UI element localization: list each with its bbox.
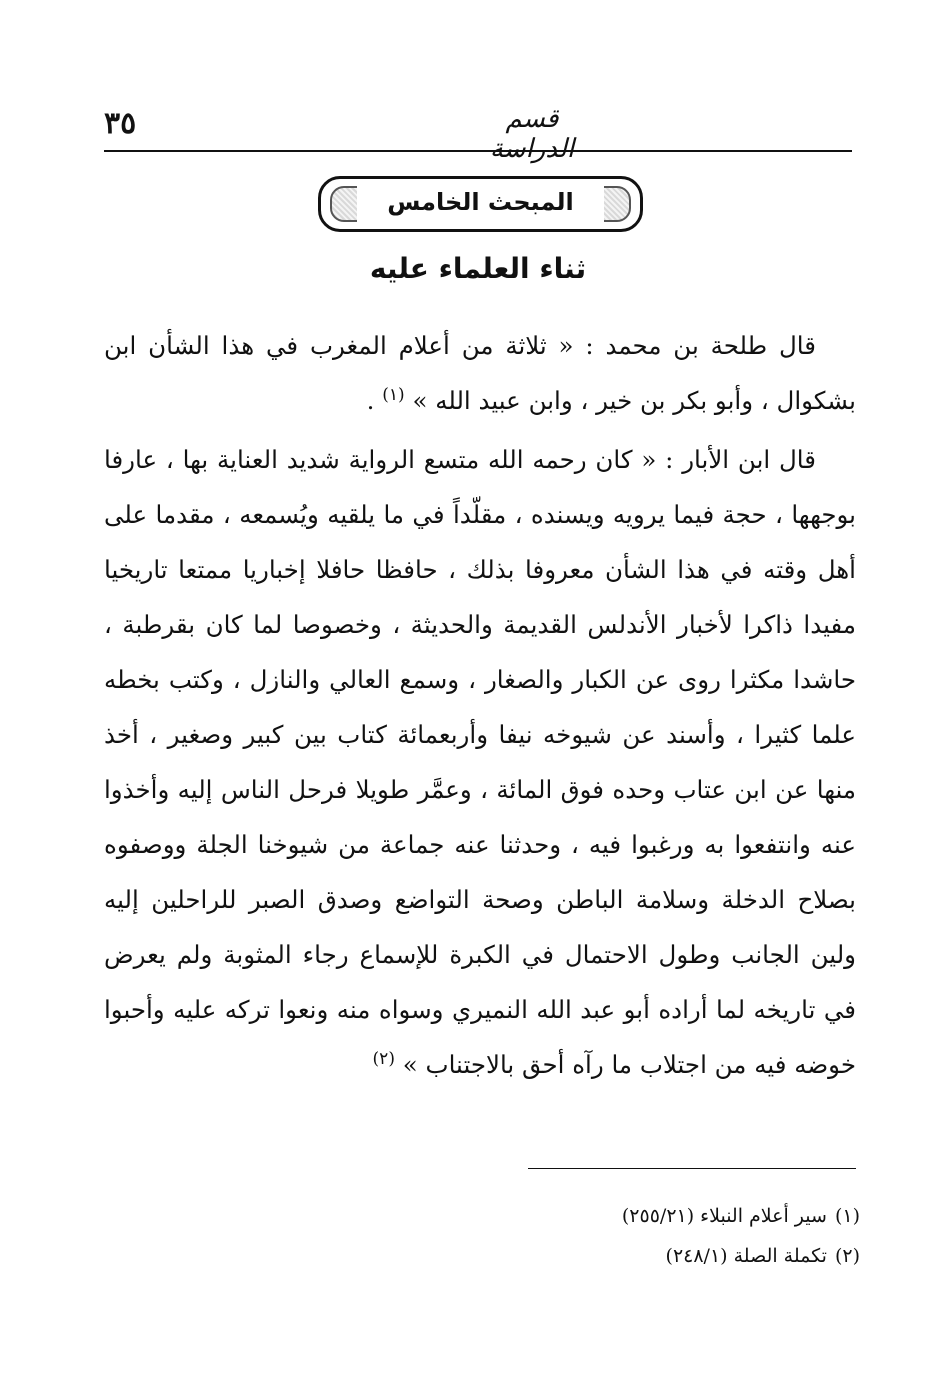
section-title: قسم الدراسة	[489, 104, 575, 164]
footnote	[104, 1236, 860, 1276]
footnote-number: (١)	[834, 1205, 860, 1227]
paragraph	[104, 432, 856, 1092]
footnote	[104, 1196, 860, 1236]
footnote-text: تكملة الصلة (٢٤٨/١)	[665, 1245, 827, 1267]
paragraph	[104, 318, 856, 428]
footnote-reference: (١)	[382, 384, 405, 405]
paragraph-end: .	[366, 386, 383, 415]
running-header	[104, 100, 852, 164]
chapter-title: المبحث الخامس	[357, 184, 604, 224]
paragraph-text: قال ابن الأبار : « كان رحمه الله متسع الرواية شديد العناية بها ، عارفا بوجهها ، حجة فيما يرويه ويسنده ، مقلّداً في ما يلقيه ويُسمعه ، مقدما على أهل وقته في هذا الشأن معروفا بذلك ، حافظا حافلا إخباريا ممتعا تاريخيا مفيدا ذاكرا لأخبار الأندلس القديمة والحديثة ، وخصوصا لما كان بقرطبة ، حاشدا مكثرا روى عن الكبار والصغار ، وسمع العالي والنازل ، وكتب بخطه علما كثيرا ، وأسند عن شيوخه نيفا وأربعمائة كتاب بين كبير وصغير ، أخذ منها عن ابن عتاب وحده فوق المائة ، وعمَّر طويلا فرحل الناس إليه وأخذوا عنه وانتفعوا به ورغبوا فيه ، وحدثنا عنه جماعة من شيوخنا الجلة ووصفوه بصلاح الدخلة وسلامة الباطن وصحة التواضع وصدق الصبر للراحلين إليه ولين الجانب وطول الاحتمال في الكبرة للإسماع رجاء المثوبة ولم يعرض في تاريخه لما أراده أبو عبد الله النميري وسواه منه ونعوا تركه عليه وأحبوا خوضه فيه من اجتلاب ما رآه أحق بالاجتناب »	[104, 445, 856, 1079]
page-number: ٣٥	[104, 106, 137, 141]
footnote-divider	[528, 1168, 856, 1169]
footnote-reference: (٢)	[372, 1048, 395, 1069]
header-divider	[104, 150, 852, 152]
body-text	[104, 318, 856, 1092]
paragraph-text: قال طلحة بن محمد : « ثلاثة من أعلام المغرب في هذا الشأن ابن بشكوال ، وأبو بكر بن خير ، وابن عبيد الله »	[104, 331, 856, 415]
footnote-text: سير أعلام النبلاء (٢٥٥/٢١)	[621, 1205, 827, 1227]
footnotes	[104, 1196, 860, 1276]
chapter-subtitle: ثناء العلماء عليه	[369, 252, 587, 285]
chapter-heading-frame	[318, 176, 643, 232]
footnote-number: (٢)	[834, 1245, 860, 1267]
